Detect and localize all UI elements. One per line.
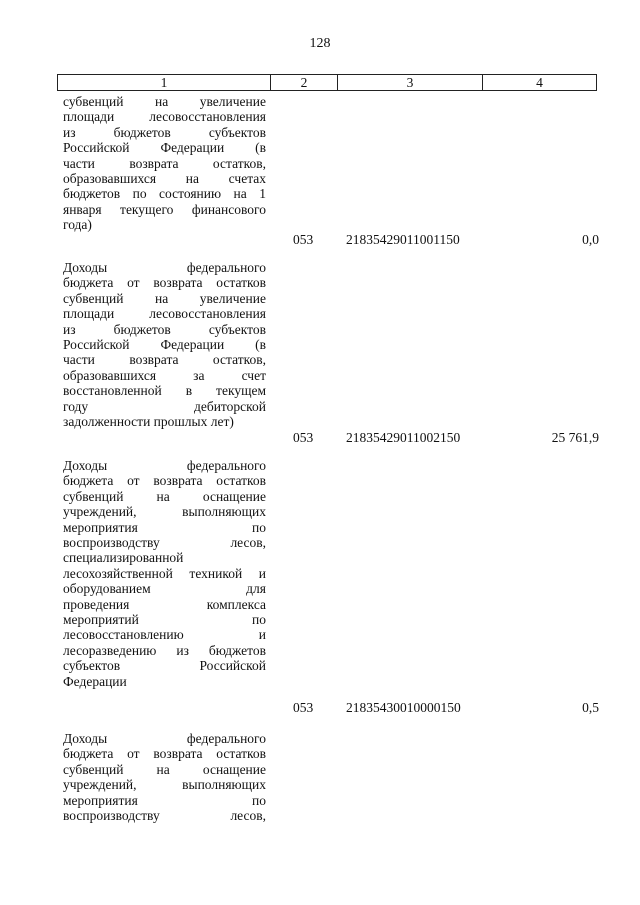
description-line: Российской Федерации (в: [63, 140, 266, 156]
description-line: воспроизводству лесов,: [63, 535, 266, 551]
description-line: части возврата остатков,: [63, 352, 266, 368]
description-line: января текущего финансового: [63, 201, 266, 217]
description-line: из бюджетов субъектов: [63, 321, 266, 337]
amount: 0,5: [582, 700, 599, 715]
admin-code: 053: [293, 700, 314, 715]
admin-code: 053: [293, 430, 314, 445]
description-line: бюджета от возврата остатков: [63, 275, 266, 291]
description-line: субвенций на оснащение: [63, 761, 266, 777]
table-header: [57, 74, 597, 91]
description-line: учреждений, выполняющих: [63, 777, 266, 793]
description-line: площади лесовосстановления: [63, 109, 266, 125]
description-line: мероприятия по: [63, 519, 266, 535]
description-line: лесоразведению из бюджетов: [63, 642, 266, 658]
description-line: бюджетов по состоянию на 1: [63, 186, 266, 202]
page-number: 128: [309, 36, 331, 51]
header-col-2: 2: [270, 75, 337, 90]
description-line: оборудованием для: [63, 581, 266, 597]
description-line: Доходы федерального: [63, 260, 266, 275]
description-line: восстановленной в текущем: [63, 383, 266, 399]
budget-code: 21835429011002150: [346, 430, 461, 445]
description-line: проведения комплекса: [63, 596, 266, 612]
description-line: воспроизводству лесов,: [63, 808, 266, 824]
description-line: года): [63, 217, 92, 233]
description-line: мероприятий по: [63, 612, 266, 628]
row-description: [63, 458, 266, 689]
description-line: части возврата остатков,: [63, 155, 266, 171]
header-col-1: 1: [160, 75, 168, 90]
amount: 25 761,9: [551, 430, 599, 445]
amount: 0,0: [582, 232, 599, 247]
budget-code: 21835430010000150: [346, 700, 461, 715]
admin-code: 053: [293, 232, 314, 247]
description-line: лесовосстановлению и: [63, 627, 266, 643]
description-line: мероприятия по: [63, 792, 266, 808]
description-line: Российской Федерации (в: [63, 337, 266, 353]
budget-code: 21835429011001150: [346, 232, 460, 247]
description-line: бюджета от возврата остатков: [63, 746, 266, 762]
description-line: Доходы федерального: [63, 731, 266, 746]
row-description: [63, 260, 266, 429]
header-col-4: 4: [482, 75, 596, 90]
description-line: бюджета от возврата остатков: [63, 473, 266, 489]
description-line: году дебиторской: [63, 398, 266, 414]
description-line: специализированной: [63, 550, 184, 566]
description-line: площади лесовосстановления: [63, 306, 266, 322]
description-line: образовавшихся на счетах: [63, 171, 266, 187]
row-description: [63, 731, 266, 823]
description-line: учреждений, выполняющих: [63, 504, 266, 520]
description-line: субвенций на увеличение: [63, 290, 266, 306]
row-description: [63, 94, 266, 233]
description-line: субъектов Российской: [63, 658, 266, 674]
description-line: образовавшихся за счет: [63, 367, 266, 383]
description-line: из бюджетов субъектов: [63, 124, 266, 140]
description-line: субвенций на увеличение: [63, 94, 266, 109]
description-line: субвенций на оснащение: [63, 488, 266, 504]
description-line: задолженности прошлых лет): [63, 414, 234, 430]
description-line: лесохозяйственной техникой и: [63, 565, 266, 581]
description-line: Доходы федерального: [63, 458, 266, 473]
description-line: Федерации: [63, 673, 127, 689]
header-col-3: 3: [337, 75, 482, 90]
